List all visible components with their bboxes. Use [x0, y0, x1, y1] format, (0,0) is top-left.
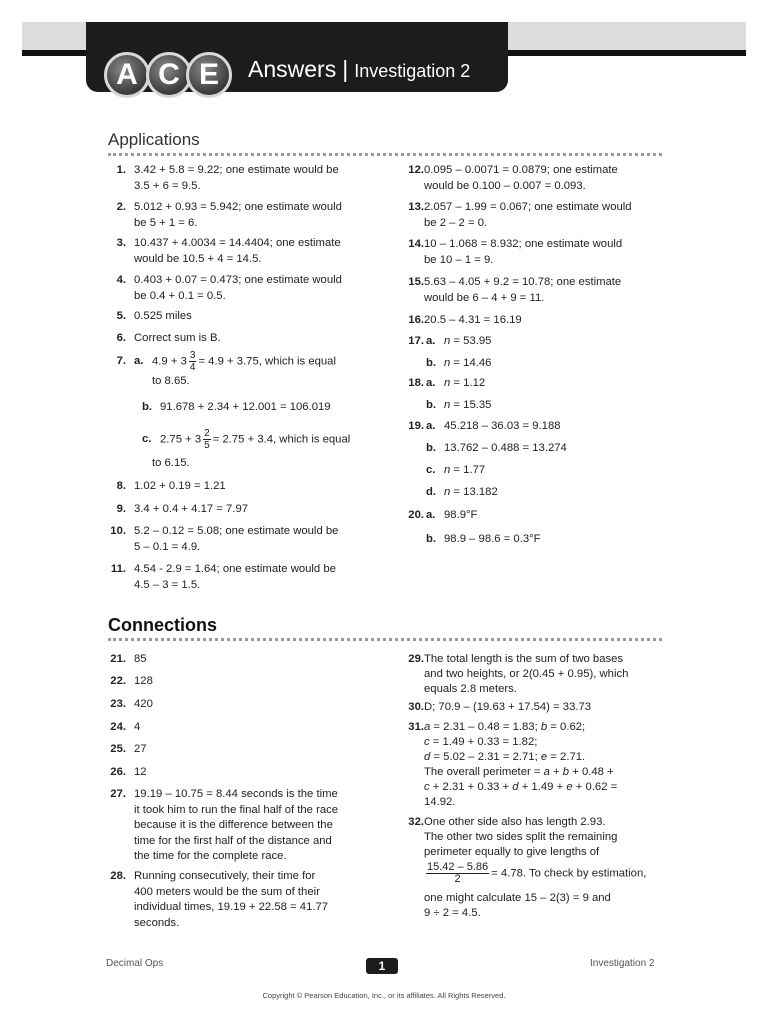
item-number: 14.	[408, 238, 424, 250]
answer-item	[100, 273, 390, 304]
answer-item	[100, 697, 390, 713]
answer-line: 85	[134, 653, 147, 665]
section-divider	[108, 638, 662, 641]
expr: + 0.48 +	[569, 766, 614, 778]
part-label: a.	[134, 355, 144, 367]
answer-line: 400 meters would be the sum of their	[134, 885, 320, 898]
answer-line: 19.19 – 10.75 = 8.44 seconds is the time	[134, 788, 338, 800]
frac-numerator: 15.42 – 5.86	[427, 861, 489, 873]
variable: a	[543, 766, 550, 778]
answer-item	[100, 479, 390, 495]
part-label: b.	[426, 357, 437, 369]
expr: The overall perimeter =	[424, 766, 544, 778]
answer-line: 1.02 + 0.19 = 1.21	[134, 480, 226, 492]
answer-18b-text	[444, 398, 491, 414]
answer-line: 9 ÷ 2 = 4.5.	[424, 907, 481, 919]
answer-line: 4.54 - 2.9 = 1.64; one estimate would be	[134, 563, 336, 575]
answer-line: be 5 + 1 = 6.	[134, 216, 198, 229]
variable: d	[424, 751, 431, 763]
connections-heading: Connections	[108, 615, 218, 635]
answer-line: would be 0.100 – 0.007 = 0.093.	[424, 179, 586, 192]
item-number: 17.	[408, 335, 424, 347]
page-title	[248, 56, 470, 83]
ace-logo-a: A	[104, 52, 150, 98]
item-number: 25.	[110, 743, 126, 755]
value: = 13.182	[450, 486, 498, 498]
item-number: 13.	[408, 201, 424, 213]
fraction	[189, 350, 197, 373]
expr-pre: 4.9 + 3	[152, 355, 187, 368]
part-label: c.	[426, 464, 436, 476]
item-number: 20.	[408, 509, 424, 521]
answer-line: 2.057 – 1.99 = 0.067; one estimate would	[424, 201, 632, 213]
expr: = 2.71.	[547, 751, 586, 763]
part-label: a.	[426, 335, 436, 347]
item-number: 5.	[116, 310, 126, 322]
page-number: 1	[366, 958, 398, 974]
answer-item	[100, 502, 390, 518]
item-number: 8.	[116, 480, 126, 492]
answer-line: 4.5 – 3 = 1.5.	[134, 578, 201, 591]
answer-19c-text	[444, 463, 485, 479]
answer-item	[398, 200, 688, 231]
answer-line	[424, 720, 585, 736]
answer-line: 3.4 + 0.4 + 4.17 = 7.97	[134, 503, 249, 515]
item-number: 3.	[116, 237, 126, 249]
item-number: 23.	[110, 698, 126, 710]
answer-line	[424, 750, 585, 766]
answer-line: the time for the complete race.	[134, 850, 287, 862]
ace-logo-c: C	[146, 52, 192, 98]
answer-19b-text: 13.762 – 0.488 = 13.274	[444, 442, 567, 454]
title-subtitle: Investigation 2	[354, 61, 471, 81]
part-label: a.	[426, 509, 436, 521]
fraction	[426, 862, 489, 885]
value: = 1.77	[450, 464, 486, 476]
frac-numerator: 2	[204, 428, 210, 439]
ace-logo-e: E	[186, 52, 232, 98]
answer-line: 3.42 + 5.8 = 9.22; one estimate would be	[134, 164, 339, 176]
frac-numerator: 3	[189, 350, 196, 361]
item-number: 29.	[408, 653, 424, 665]
item-number: 9.	[116, 503, 126, 515]
answer-line: one might calculate 15 – 2(3) = 9 and	[424, 892, 611, 904]
expr: + 2.31 + 0.33 +	[429, 781, 513, 793]
variable: n	[444, 335, 451, 347]
item-number: 1.	[116, 164, 126, 176]
answer-line: 0.095 – 0.0071 = 0.0879; one estimate	[424, 164, 618, 176]
answer-18a-text	[444, 376, 485, 392]
answer-20b-text: 98.9 – 98.6 = 0.3°F	[444, 533, 541, 545]
fraction	[203, 428, 211, 451]
answer-7a-line2: to 8.65.	[152, 375, 190, 387]
answer-line: 128	[134, 675, 153, 687]
item-number: 22.	[110, 675, 126, 687]
answer-line: 5.2 – 0.12 = 5.08; one estimate would be	[134, 525, 339, 537]
item-number: 6.	[116, 332, 126, 344]
title-separator: |	[342, 56, 349, 82]
answer-line: 4	[134, 721, 141, 733]
section-divider	[108, 153, 662, 156]
answer-line: seconds.	[134, 916, 180, 929]
value: = 15.35	[450, 399, 492, 411]
answer-item	[100, 309, 390, 325]
applications-heading: Applications	[108, 130, 200, 149]
answer-item	[100, 652, 390, 668]
answer-line	[424, 735, 537, 751]
answer-line: 3.5 + 6 = 9.5.	[134, 179, 201, 192]
frac-denominator: 4	[189, 362, 196, 373]
item-number: 27.	[110, 788, 126, 800]
answer-line: Running consecutively, their time for	[134, 870, 316, 882]
item-number: 7.	[116, 355, 126, 367]
variable: e	[566, 781, 573, 793]
answer-20a-text: 98.9°F	[444, 509, 478, 521]
part-label: b.	[426, 399, 437, 411]
answer-line: 0.525 miles	[134, 310, 192, 322]
footer-unit: Decimal Ops	[106, 958, 164, 969]
variable: n	[444, 464, 451, 476]
answer-7b-text: 91.678 + 2.34 + 12.001 = 106.019	[160, 401, 331, 413]
expr: = 2.31 – 0.48 = 1.83;	[430, 721, 541, 733]
answer-line: D; 70.9 – (19.63 + 17.54) = 33.73	[424, 701, 592, 713]
value: = 1.12	[450, 377, 486, 389]
variable: b	[562, 766, 570, 778]
frac-denominator: 5	[204, 440, 210, 451]
answer-item	[100, 742, 390, 758]
answer-line: perimeter equally to give lengths of	[424, 846, 600, 858]
answer-line: because it is the difference between the	[134, 819, 333, 831]
variable: n	[444, 357, 451, 369]
variable: n	[444, 377, 451, 389]
answer-line: would be 10.5 + 4 = 14.5.	[134, 252, 262, 265]
expr: = 1.49 + 0.33 = 1.82;	[429, 736, 538, 748]
expr: +	[549, 766, 563, 778]
expr: = 4.78. To check by estimation,	[491, 867, 647, 880]
answer-item	[100, 869, 390, 931]
answer-line: One other side also has length 2.93.	[424, 816, 606, 828]
answer-line: be 0.4 + 0.1 = 0.5.	[134, 289, 226, 302]
answer-19d-text	[444, 485, 498, 501]
answer-line: 0.403 + 0.07 = 0.473; one estimate would	[134, 274, 342, 286]
part-label: b.	[426, 533, 437, 545]
answer-19a-text: 45.218 – 36.03 = 9.188	[444, 420, 561, 432]
answer-item	[100, 236, 390, 267]
answer-item	[398, 163, 688, 194]
part-label: a.	[426, 377, 436, 389]
answer-7a-text	[152, 350, 336, 373]
answer-line: time for the first half of the distance and	[134, 834, 332, 847]
answer-item	[398, 275, 688, 306]
variable: a	[424, 721, 431, 733]
answer-7c-line2: to 6.15.	[152, 457, 190, 469]
answer-fraction-line	[424, 862, 646, 885]
answer-line: The other two sides split the remaining	[424, 831, 618, 843]
answer-item	[398, 313, 688, 329]
item-number: 30.	[408, 701, 424, 713]
title-main: Answers	[248, 56, 337, 82]
expr-post: = 4.9 + 3.75, which is equal	[198, 355, 336, 368]
item-number: 28.	[110, 870, 126, 882]
item-number: 10.	[110, 525, 126, 537]
expr-pre: 2.75 + 3	[160, 433, 202, 446]
answer-line: would be 6 – 4 + 9 = 11.	[424, 291, 545, 304]
answer-line: 14.92.	[424, 796, 456, 808]
answer-line: Correct sum is B.	[134, 332, 221, 344]
part-label: a.	[426, 420, 436, 432]
answer-line: be 2 – 2 = 0.	[424, 216, 488, 229]
part-label: c.	[142, 433, 152, 445]
answer-line: it took him to run the final half of the race	[134, 803, 339, 816]
answer-item-32	[398, 815, 678, 925]
answer-line: 5.63 – 4.05 + 9.2 = 10.78; one estimate	[424, 276, 622, 288]
answer-line: be 10 – 1 = 9.	[424, 253, 494, 266]
frac-denominator: 2	[454, 873, 461, 885]
item-number: 12.	[408, 164, 424, 176]
answer-7c-text	[160, 428, 350, 451]
answer-17b-text	[444, 356, 491, 372]
expr: = 5.02 – 2.31 = 2.71;	[430, 751, 541, 763]
item-number: 11.	[110, 563, 126, 575]
answer-item	[100, 524, 390, 555]
answer-line	[424, 765, 614, 781]
answer-item	[100, 331, 390, 347]
variable: n	[444, 399, 451, 411]
answer-line: individual times, 19.19 + 22.58 = 41.77	[134, 901, 329, 913]
answer-line: The total length is the sum of two bases	[424, 653, 624, 665]
answer-item-30	[398, 700, 678, 718]
item-number: 26.	[110, 766, 126, 778]
answer-item-7	[100, 350, 400, 474]
expr: = 0.62;	[547, 721, 586, 733]
answer-item	[100, 163, 390, 194]
answer-17a-text	[444, 334, 491, 350]
answer-line: 10.437 + 4.0034 = 14.4404; one estimate	[134, 237, 341, 249]
item-number: 4.	[116, 274, 126, 286]
value: = 53.95	[450, 335, 492, 347]
variable: d	[512, 781, 519, 793]
part-label: d.	[426, 486, 437, 498]
expr: + 1.49 +	[518, 781, 567, 793]
value: = 14.46	[450, 357, 492, 369]
answer-line: equals 2.8 meters.	[424, 683, 517, 695]
variable: n	[444, 486, 451, 498]
item-number: 32.	[408, 816, 424, 828]
answer-item	[100, 720, 390, 736]
variable: e	[540, 751, 548, 763]
variable: b	[540, 721, 548, 733]
answer-line: 5 – 0.1 = 4.9.	[134, 540, 201, 553]
expr: + 0.62 =	[572, 781, 618, 793]
item-number: 21.	[110, 653, 126, 665]
item-number: 24.	[110, 721, 126, 733]
part-label: b.	[142, 401, 153, 413]
item-number: 16.	[408, 314, 424, 326]
answer-item	[100, 787, 390, 865]
variable: c	[424, 736, 430, 748]
part-label: b.	[426, 442, 437, 454]
answer-line: 27	[134, 743, 147, 755]
answer-line: 5.012 + 0.93 = 5.942; one estimate would	[134, 201, 342, 213]
copyright-notice: Copyright © Pearson Education, Inc., or its affiliates. All Rights Reserved.	[262, 991, 506, 1000]
answer-item-29	[398, 652, 678, 702]
answer-item	[100, 562, 390, 593]
answer-item	[100, 765, 390, 781]
answer-line	[424, 780, 617, 796]
item-number: 18.	[408, 377, 424, 389]
footer-investigation: Investigation 2	[590, 958, 655, 969]
item-number: 31.	[408, 721, 424, 733]
variable: c	[424, 781, 430, 793]
answer-item	[398, 237, 688, 268]
answer-item-31	[398, 720, 678, 815]
answer-line: 10 – 1.068 = 8.932; one estimate would	[424, 238, 623, 250]
answer-item	[100, 200, 390, 231]
answer-item	[100, 674, 390, 690]
item-number: 19.	[408, 420, 424, 432]
answer-line: 420	[134, 698, 153, 710]
answer-line: 12	[134, 766, 147, 778]
item-number: 15.	[408, 276, 424, 288]
answer-line: 20.5 – 4.31 = 16.19	[424, 314, 522, 326]
answer-line: and two heights, or 2(0.45 + 0.95), which	[424, 668, 629, 680]
expr-post: = 2.75 + 3.4, which is equal	[212, 433, 351, 446]
item-number: 2.	[116, 201, 126, 213]
